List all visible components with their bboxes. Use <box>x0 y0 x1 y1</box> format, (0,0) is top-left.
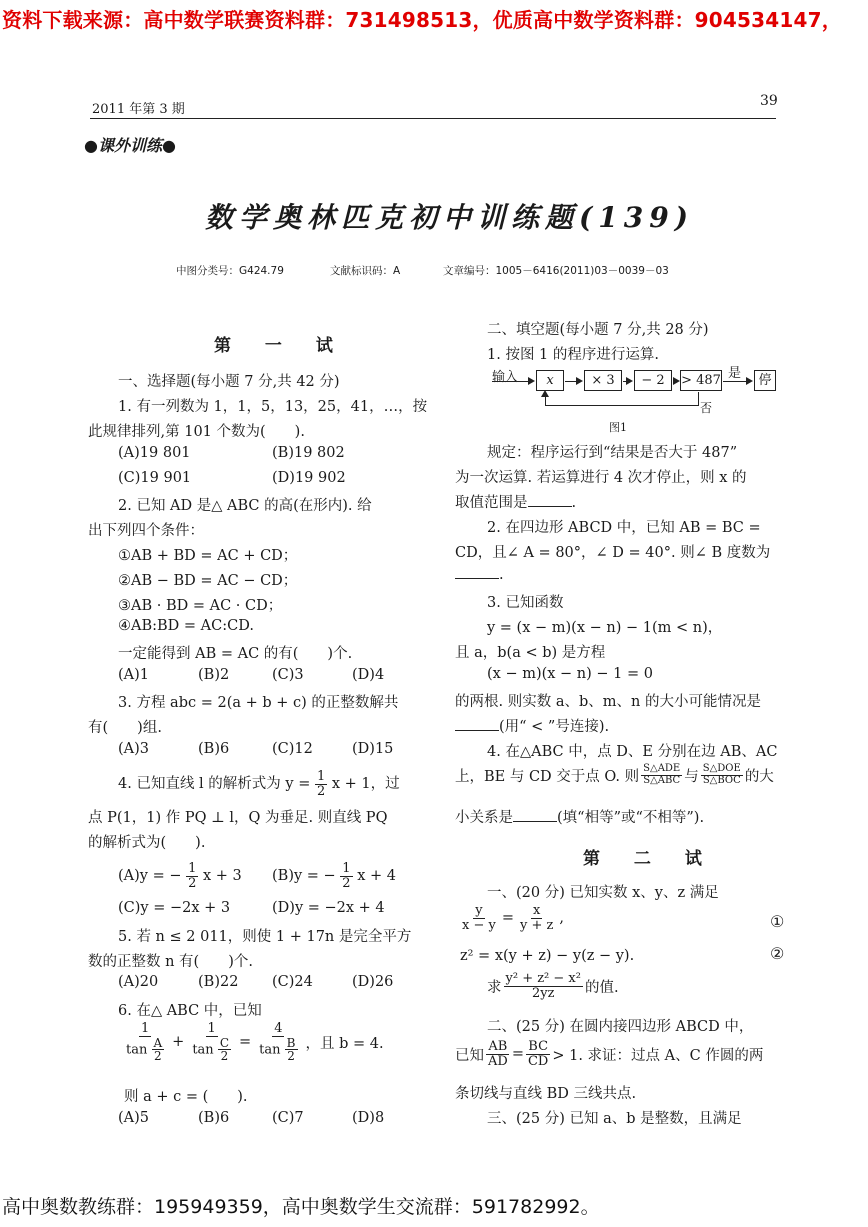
q6-opt-a: (A)5 <box>118 1110 150 1126</box>
q6-opt-c: (C)7 <box>272 1110 304 1126</box>
p1-line: 一、(20 分) 已知实数 x、y、z 满足 <box>487 885 719 901</box>
half-fraction: $\frac{1}{2}$ <box>316 769 326 799</box>
r-q3-line6: (用“ < ”号连接). <box>455 715 609 736</box>
r-q1-text3: 取值范围是 . <box>455 495 577 511</box>
p1-eq2: z² = x(y + z) − y(z − y). <box>460 948 635 964</box>
clc-number: 中图分类号：G424.79 <box>176 265 284 277</box>
flow-compare-box: > 487 <box>680 370 722 391</box>
r-q2-line2: CD，且∠ A = 80°，∠ D = 40°. 则∠ B 度数为 <box>455 545 771 561</box>
q5-opt-c: (C)24 <box>272 974 313 990</box>
r-q3-line3: 且 a，b(a < b) 是方程 <box>455 645 606 661</box>
header-rule <box>90 118 776 119</box>
q6-equation: 1 tan $\frac{A}{2}$ + 1 tan $\frac{C}{2}$ = 4 tan $\frac{B}{2}$ ，且 b = 4. <box>126 1021 384 1064</box>
choice-section-title: 一、选择题(每小题 7 分,共 42 分) <box>118 374 340 390</box>
q2-cond-4: ④AB:BD = AC:CD. <box>118 618 254 634</box>
flow-no-label: 否 <box>700 401 713 415</box>
second-test-heading: 第 二 试 <box>583 849 716 869</box>
q4-line2: 点 P(1，1) 作 PQ ⊥ l，Q 为垂足. 则直线 PQ <box>88 810 388 826</box>
q2-tail: 一定能得到 AB = AC 的有( )个. <box>118 646 353 662</box>
q4-opt-b: (B)y = − $\frac{1}{2}$ x + 4 <box>272 861 396 891</box>
q2-line2: 出下列四个条件： <box>88 523 204 539</box>
q2-opt-a: (A)1 <box>118 667 150 683</box>
eq-mark-2: ② <box>770 944 785 963</box>
flow-x-box: x <box>536 370 564 391</box>
figure-caption: 图1 <box>609 421 627 434</box>
r-q4-line2: 上，BE 与 CD 交于点 O. 则 $\frac{\text{S△ADE}}{\text{S△ABC}}$ 与 $\frac{\text{S△DOE}}{\text{S△BOC}}$ 的大 <box>455 763 774 786</box>
doc-code: 文献标识码：A <box>330 265 401 277</box>
r-q4-line1: 4. 在△ABC 中，点 D、E 分别在边 AB、AC <box>487 744 778 760</box>
r-q1-text2: 为一次运算. 若运算进行 4 次才停止，则 x 的 <box>455 470 747 486</box>
p1-eq1: $\frac{y}{x - y}$ = $\frac{x}{y + z}$ , <box>462 903 564 933</box>
q4-opt-c: (C)y = −2x + 3 <box>118 900 231 916</box>
q1-opt-a: (A)19 801 <box>118 445 191 461</box>
issue-label: 2011 年第 3 期 <box>92 102 185 117</box>
q3-opt-a: (A)3 <box>118 741 150 757</box>
q5-opt-d: (D)26 <box>352 974 394 990</box>
p1-ask: 求 $\frac{\text{y² + z² − x²}}{2yz}$ 的值. <box>487 971 619 1001</box>
p2-line3: 条切线与直线 BD 三线共点. <box>455 1086 637 1102</box>
q3-opt-c: (C)12 <box>272 741 313 757</box>
q2-opt-c: (C)3 <box>272 667 304 683</box>
q1-opt-c: (C)19 901 <box>118 470 192 486</box>
section-tag: ●课外训练● <box>84 136 176 155</box>
q1-line2: 此规律排列,第 101 个数为( ). <box>88 424 305 440</box>
q4-line3: 的解析式为( ). <box>88 835 206 851</box>
q2-opt-d: (D)4 <box>352 667 385 683</box>
q5-line2: 数的正整数 n 有( )个. <box>88 954 253 970</box>
q6-opt-b: (B)6 <box>198 1110 230 1126</box>
p3-line: 三、(25 分) 已知 a、b 是整数，且满足 <box>487 1111 742 1127</box>
q2-opt-b: (B)2 <box>198 667 230 683</box>
q5-line1: 5. 若 n ≤ 2 011，则使 1 + 17n 是完全平方 <box>118 929 412 945</box>
q6-tail: 则 a + c = ( ). <box>124 1089 248 1105</box>
flow-yes-label: 是 <box>728 366 742 381</box>
q2-cond-1: ①AB + BD = AC + CD； <box>118 548 298 564</box>
top-banner: 资料下载来源：高中数学联赛资料群：731498513，优质高中数学资料群：904534147， <box>2 8 842 32</box>
eq-mark-1: ① <box>770 912 785 931</box>
q6-opt-d: (D)8 <box>352 1110 385 1126</box>
q4-line1: 4. 已知直线 l 的解析式为 y = $\frac{1}{2}$ x + 1，过 <box>118 769 400 799</box>
r-q1-text1: 规定：程序运行到“结果是否大于 487” <box>487 445 738 461</box>
flow-subtract-box: − 2 <box>634 370 672 391</box>
first-test-heading: 第 一 试 <box>214 336 347 356</box>
r-q3-line4: (x − m)(x − n) − 1 = 0 <box>487 666 653 682</box>
q2-cond-2: ②AB − BD = AC − CD； <box>118 573 298 589</box>
r-q3-line1: 3. 已知函数 <box>487 595 564 611</box>
flow-input-label: 输入 <box>492 370 519 385</box>
q2-cond-3: ③AB · BD = AC · CD； <box>118 598 283 614</box>
r-q3-line2: y = (x − m)(x − n) − 1(m < n)， <box>487 620 723 636</box>
q1-line1: 1. 有一列数为 1，1，5，13，25，41，…，按 <box>118 399 428 415</box>
q3-opt-b: (B)6 <box>198 741 230 757</box>
q3-line2: 有( )组. <box>88 720 162 736</box>
footer-banner: 高中奥数教练群：195949359，高中奥数学生交流群：591782992。 <box>2 1196 600 1218</box>
r-q4-line3: 小关系是 (填“相等”或“不相等”). <box>455 810 705 826</box>
q5-opt-a: (A)20 <box>118 974 159 990</box>
q1-opt-b: (B)19 802 <box>272 445 345 461</box>
flow-stop-box: 停 <box>754 370 776 391</box>
article-number: 文章编号：1005－6416(2011)03－0039－03 <box>443 265 669 277</box>
flow-multiply-box: × 3 <box>584 370 622 391</box>
q4-opt-d: (D)y = −2x + 4 <box>272 900 385 916</box>
q1-opt-d: (D)19 902 <box>272 470 346 486</box>
q2-line1: 2. 已知 AD 是△ ABC 的高(在形内). 给 <box>118 498 372 514</box>
page-title: 数学奥林匹克初中训练题(139) <box>205 201 694 234</box>
q3-opt-d: (D)15 <box>352 741 394 757</box>
q4-opt-a: (A)y = − $\frac{1}{2}$ x + 3 <box>118 861 242 891</box>
q3-line1: 3. 方程 abc = 2(a + b + c) 的正整数解共 <box>118 695 399 711</box>
r-q1-line: 1. 按图 1 的程序进行运算. <box>487 347 659 363</box>
p2-line2: 已知 $\frac{AB}{AD}$ = $\frac{BC}{CD}$ > 1. 求证：过点 A、C 作圆的两 <box>455 1039 764 1069</box>
r-q2-blank: . <box>455 566 504 583</box>
r-q2-line1: 2. 在四边形 ABCD 中，已知 AB = BC = <box>487 520 761 536</box>
answer-blank <box>528 494 572 507</box>
q6-line1: 6. 在△ ABC 中，已知 <box>118 1003 262 1019</box>
page-number: 39 <box>760 93 778 109</box>
r-q3-line5: 的两根. 则实数 a、b、m、n 的大小可能情况是 <box>455 694 761 710</box>
p2-line1: 二、(25 分) 在圆内接四边形 ABCD 中， <box>487 1019 754 1035</box>
q5-opt-b: (B)22 <box>198 974 239 990</box>
fill-section-title: 二、填空题(每小题 7 分,共 28 分) <box>487 322 709 338</box>
